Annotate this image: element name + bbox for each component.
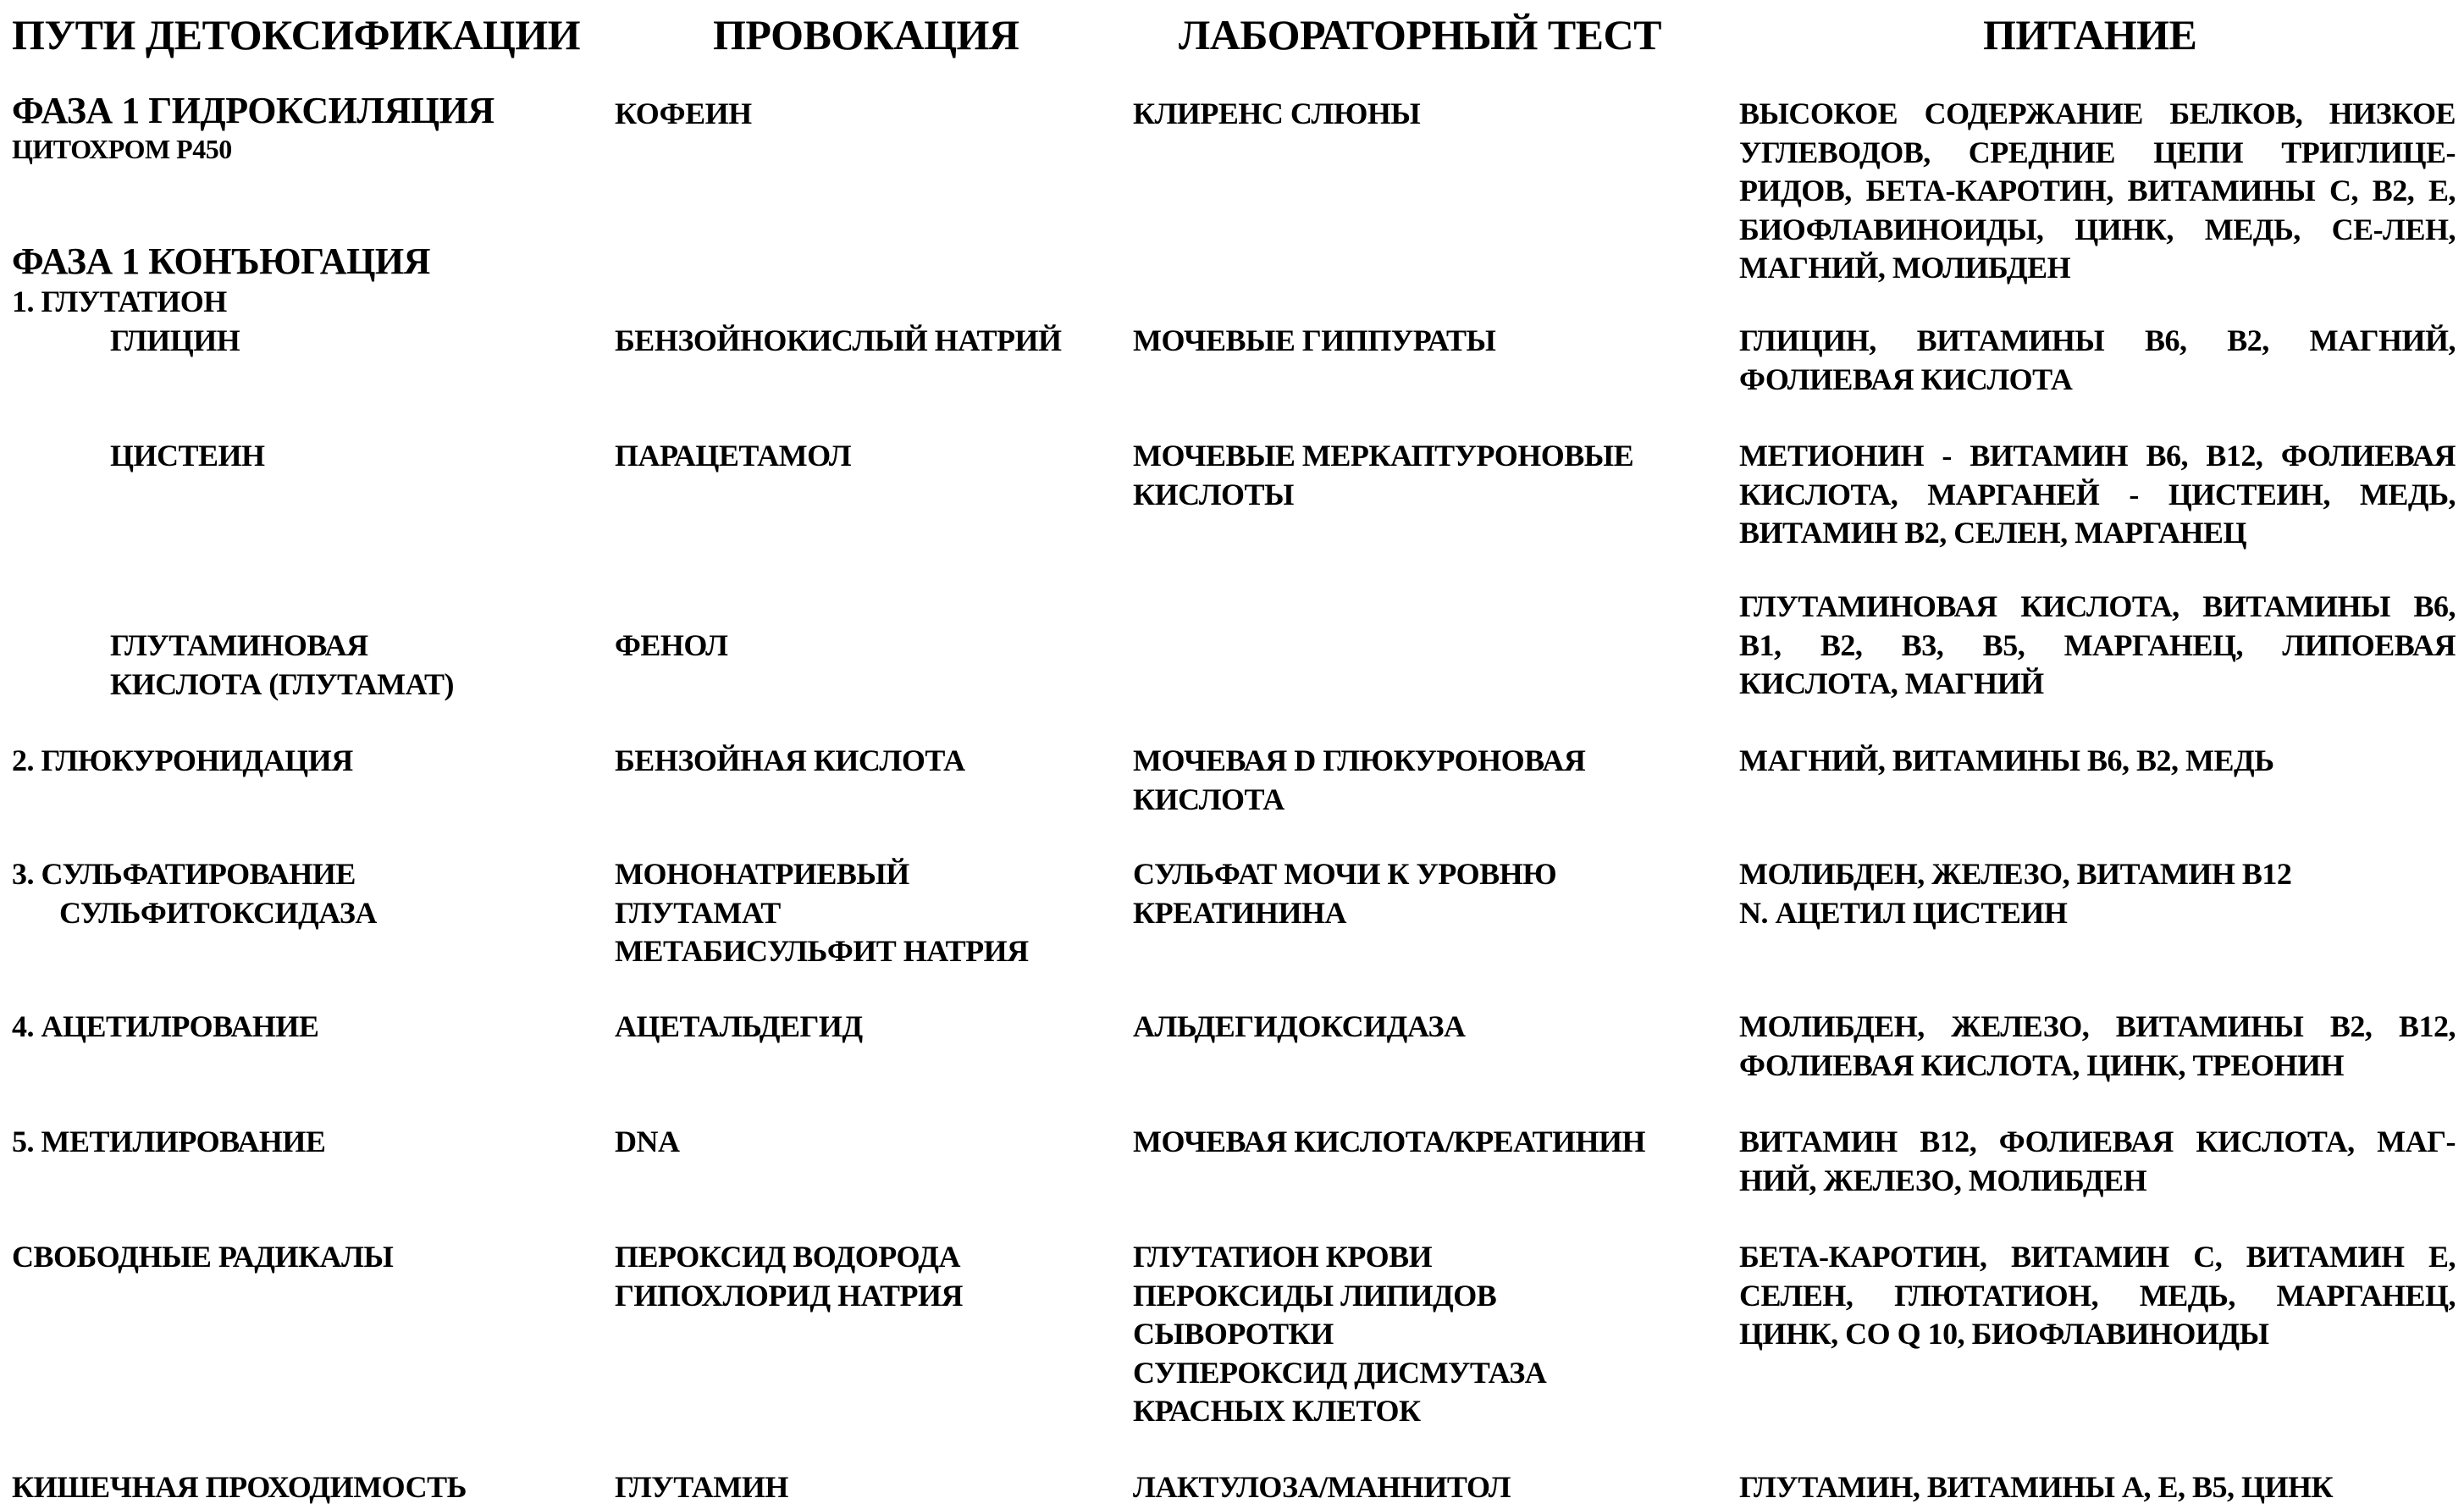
header-provocation: ПРОВОКАЦИЯ [713,11,1019,58]
intestinal-provocation: ГЛУТАМИН [615,1470,788,1504]
cysteine-nutrition: МЕТИОНИН - ВИТАМИН В6, В12, ФОЛИЕВАЯ КИСЛОТА, МАРГАНЕЙ - ЦИСТЕИН, МЕДЬ, ВИТАМИН В2, СЕЛЕН, МАРГАНЕЦ [1739,439,2456,550]
intestinal-pathway: КИШЕЧНАЯ ПРОХОДИМОСТЬ [12,1470,467,1504]
phase1-subtitle: ЦИТОХРОМ Р450 [12,134,232,164]
header-nutrition: ПИТАНИЕ [1983,11,2197,58]
acetylation-nutrition: МОЛИБДЕН, ЖЕЛЕЗО, ВИТАМИНЫ В2, В12, ФОЛИЕВАЯ КИСЛОТА, ЦИНК, ТРЕОНИН [1739,1009,2456,1082]
sulfation-pathway-sub: СУЛЬФИТОКСИДАЗА [59,896,377,930]
conjugation-title: ФАЗА 1 КОНЪЮГАЦИЯ [12,240,430,282]
free-radicals-lab-test: ГЛУТАТИОН КРОВИ ПЕРОКСИДЫ ЛИПИДОВ СЫВОРОТКИ СУПЕРОКСИД ДИСМУТАЗА КРАСНЫХ КЛЕТОК [1133,1240,1547,1428]
glycine-lab-test: МОЧЕВЫЕ ГИППУРАТЫ [1133,323,1496,357]
cysteine-pathway: ЦИСТЕИН [110,439,265,473]
sulfation-provocation: МОНОНАТРИЕВЫЙ ГЛУТАМАТ МЕТАБИСУЛЬФИТ НАТРИЯ [615,857,1029,968]
free-radicals-provocation: ПЕРОКСИД ВОДОРОДА ГИПОХЛОРИД НАТРИЯ [615,1240,964,1313]
sulfation-pathway: 3. СУЛЬФАТИРОВАНИЕ [12,857,356,891]
free-radicals-nutrition: БЕТА-КАРОТИН, ВИТАМИН С, ВИТАМИН Е, СЕЛЕН, ГЛЮТАТИОН, МЕДЬ, МАРГАНЕЦ, ЦИНК, СО Q 10, БИОФЛАВИНОИДЫ [1739,1240,2456,1351]
phase1-title: ФАЗА 1 ГИДРОКСИЛЯЦИЯ [12,90,494,131]
methylation-nutrition: ВИТАМИН В12, ФОЛИЕВАЯ КИСЛОТА, МАГ-НИЙ, ЖЕЛЕЗО, МОЛИБДЕН [1739,1125,2456,1197]
glutathione-label: 1. ГЛУТАТИОН [12,285,227,318]
glucuronidation-provocation: БЕНЗОЙНАЯ КИСЛОТА [615,743,965,777]
header-lab-test: ЛАБОРАТОРНЫЙ ТЕСТ [1179,11,1661,58]
glycine-provocation: БЕНЗОЙНОКИСЛЫЙ НАТРИЙ [615,323,1062,357]
phase1-nutrition: ВЫСОКОЕ СОДЕРЖАНИЕ БЕЛКОВ, НИЗКОЕ УГЛЕВОДОВ, СРЕДНИЕ ЦЕПИ ТРИГЛИЦЕ-РИДОВ, БЕТА-КАРОТИН, ВИТАМИНЫ С, В2, Е, БИОФЛАВИНОИДЫ, ЦИНК, МЕДЬ, СЕ-ЛЕН, МАГНИЙ, МОЛИБДЕН [1739,97,2456,285]
glucuronidation-nutrition: МАГНИЙ, ВИТАМИНЫ В6, В2, МЕДЬ [1739,743,2274,777]
cysteine-lab-test: МОЧЕВЫЕ МЕРКАПТУРОНОВЫЕ КИСЛОТЫ [1133,439,1634,511]
methylation-lab-test: МОЧЕВАЯ КИСЛОТА/КРЕАТИНИН [1133,1125,1645,1158]
phase1-lab-test: КЛИРЕНС СЛЮНЫ [1133,97,1421,130]
header-pathways: ПУТИ ДЕТОКСИФИКАЦИИ [12,11,581,58]
intestinal-lab-test: ЛАКТУЛОЗА/МАННИТОЛ [1133,1470,1511,1504]
sulfation-nutrition: МОЛИБДЕН, ЖЕЛЕЗО, ВИТАМИН В12 N. АЦЕТИЛ ЦИСТЕИН [1739,857,2292,930]
phase1-provocation: КОФЕИН [615,97,752,130]
glutamate-provocation: ФЕНОЛ [615,628,728,662]
free-radicals-pathway: СВОБОДНЫЕ РАДИКАЛЫ [12,1240,394,1274]
cysteine-provocation: ПАРАЦЕТАМОЛ [615,439,852,473]
glutamate-nutrition: ГЛУТАМИНОВАЯ КИСЛОТА, ВИТАМИНЫ В6, В1, В2, В3, В5, МАРГАНЕЦ, ЛИПОЕВАЯ КИСЛОТА, МАГНИЙ [1739,589,2456,700]
acetylation-provocation: АЦЕТАЛЬДЕГИД [615,1009,863,1043]
glucuronidation-pathway: 2. ГЛЮКУРОНИДАЦИЯ [12,743,353,777]
glycine-pathway: ГЛИЦИН [110,323,240,357]
methylation-pathway: 5. МЕТИЛИРОВАНИЕ [12,1125,326,1158]
acetylation-lab-test: АЛЬДЕГИДОКСИДАЗА [1133,1009,1466,1043]
glucuronidation-lab-test: МОЧЕВАЯ D ГЛЮКУРОНОВАЯ КИСЛОТА [1133,743,1586,816]
sulfation-lab-test: СУЛЬФАТ МОЧИ К УРОВНЮ КРЕАТИНИНА [1133,857,1557,930]
acetylation-pathway: 4. АЦЕТИЛРОВАНИЕ [12,1009,319,1043]
glutamate-pathway: ГЛУТАМИНОВАЯ КИСЛОТА (ГЛУТАМАТ) [110,628,454,701]
methylation-provocation: DNA [615,1125,680,1158]
glycine-nutrition: ГЛИЦИН, ВИТАМИНЫ В6, В2, МАГНИЙ, ФОЛИЕВАЯ КИСЛОТА [1739,323,2456,396]
intestinal-nutrition: ГЛУТАМИН, ВИТАМИНЫ А, Е, В5, ЦИНК [1739,1470,2334,1504]
